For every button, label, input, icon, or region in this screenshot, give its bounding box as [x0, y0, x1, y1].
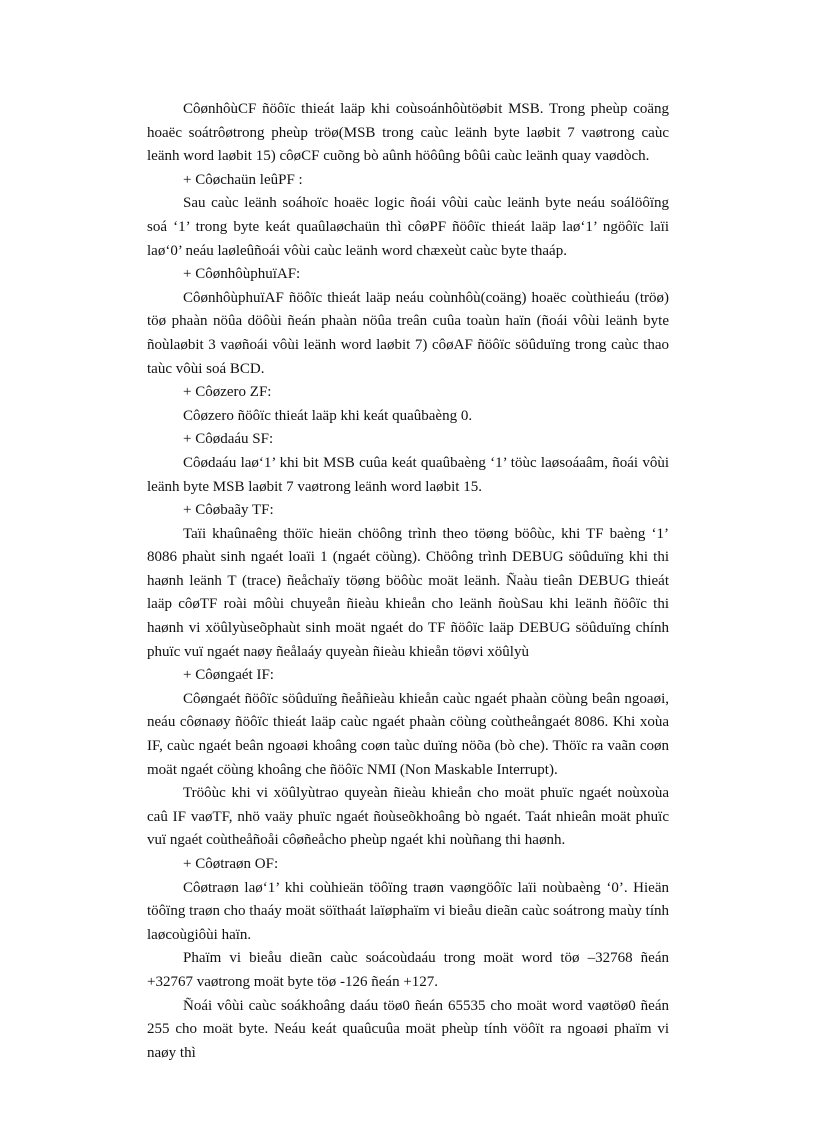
- paragraph-zero-flag: Côøzero ñöôïc thieát laäp khi keát quaûbaèng 0.: [183, 407, 473, 424]
- paragraph-interrupt-flag: Côøngaét ñöôïc söûduïng ñeåñieàu khieån caùc ngaét phaàn cöùng beân ngoaøi, neáu côønaøy ñöôïc thieát laäp caùc ngaét phaàn cöùng coùtheångaét 8086. Khi xoùa IF, caùc ngaét beân ngoaøi khoâng coøn taùc duïng nöõa (bò che). Thöïc ra vaãn coøn moät ngaét cöùng khoâng che ñöôïc NMI (Non Maskable Interrupt).: [147, 690, 669, 778]
- paragraph-parity-flag: Sau caùc leänh soáhoïc hoaëc logic ñoái vôùi caùc leänh byte neáu soálöôïng soá ‘1’ trong byte keát quaûlaøchaün thì côøPF ñöôïc thieát laäp laø‘1’ ngöôïc laïi laø‘0’ neáu laøleûñoái vôùi caùc leänh word chæxeùt caùc byte thaáp.: [147, 195, 669, 259]
- paragraph-auxiliary-carry-flag: CôønhôùphuïAF ñöôïc thieát laäp neáu coùnhôù(coäng) hoaëc coùthieáu (tröø) töø phaàn nöûa döôùi ñeán phaàn nöûa treân cuûa toaùn haïn (ñoái vôùi leänh byte ñoùlaøbit 3 vaøñoái vôùi leänh word laøbit 7) côøAF ñöôïc söûduïng trong caùc thao taùc vôùi soá BCD.: [147, 289, 669, 377]
- paragraph-carry-flag: CôønhôùCF ñöôïc thieát laäp khi coùsoánhôùtöøbit MSB. Trong pheùp coäng hoaëc soátrôøtrong pheùp tröø(MSB trong caùc leänh byte laøbit 7 vaøtrong caùc leänh word laøbit 15) côøCF cuõng bò aûnh höôûng bôûi caùc leänh quay vaødòch.: [147, 101, 669, 165]
- heading-interrupt-flag: + Côøngaét IF:: [183, 667, 274, 684]
- paragraph-signed-range: Phaïm vi bieåu dieãn caùc soácoùdaáu trong moät word töø –32768 ñeán +32767 vaøtrong moät byte töø -126 ñeán +127.: [147, 950, 669, 990]
- heading-overflow-flag: + Côøtraøn OF:: [183, 856, 279, 872]
- heading-auxiliary-carry-flag: + CôønhôùphuïAF:: [183, 266, 301, 283]
- heading-zero-flag: + Côøzero ZF:: [183, 384, 272, 401]
- heading-trap-flag: + Côøbaãy TF:: [183, 502, 274, 519]
- paragraph-overflow-flag: Côøtraøn laø‘1’ khi coùhieän töôïng traøn vaøngöôïc laïi noùbaèng ‘0’. Hieän töôïng traøn cho thaáy moät söïthaát laïøphaïm vi bieåu dieãn caùc soátrong maùy tính laøcoùgiôùi haïn.: [147, 879, 669, 943]
- paragraph-sign-flag: Côødaáu laø‘1’ khi bit MSB cuûa keát quaûbaèng ‘1’ töùc laøsoáaâm, ñoái vôùi leänh byte MSB laøbit 7 vaøtrong leänh word laøbit 15.: [147, 454, 669, 495]
- heading-parity-flag: + Côøchaün leûPF :: [183, 171, 303, 188]
- document-body: [147, 98, 669, 1065]
- heading-sign-flag: + Côødaáu SF:: [183, 431, 274, 448]
- paragraph-trap-flag: Taïi khaûnaêng thöïc hieän chöông trình theo töøng böôùc, khi TF baèng ‘1’ 8086 phaùt sinh ngaét loaïi 1 (ngaét cöùng). Chöông trình DEBUG söûduïng khi thi haønh leänh T (trace) ñeåchaïy töøng böôùc moät leänh. Ñaàu tieân DEBUG thieát laäp côøTF roài môùi chuyeån ñieàu khieån cho leänh ñoùSau khi leänh ñöôïc thi haønh vi xöûlyùseõphaùt sinh moät ngaét do TF ñöôïc laäp DEBUG söûduïng chính phuïc vuï ngaét naøy ñeålaáy quyeàn ñieàu khieån töøvi xöûlyù: [147, 525, 669, 660]
- paragraph-interrupt-flag-continued: Tröôùc khi vi xöûlyùtrao quyeàn ñieàu khieån cho moät phuïc ngaét noùxoùa caû IF vaøTF, nhö vaäy phuïc ngaét ñoùseõkhoâng bò ngaét. Taát nhieân moät phuïc vuï ngaét coùtheåñoåi côøñeåcho pheùp ngaét khi noùñang thi haønh.: [147, 785, 669, 849]
- paragraph-unsigned-range: Ñoái vôùi caùc soákhoâng daáu töø0 ñeán 65535 cho moät word vaøtöø0 ñeán 255 cho moät byte. Neáu keát quaûcuûa moät pheùp tính vöôït ra ngoaøi phaïm vi naøy thì: [147, 997, 669, 1061]
